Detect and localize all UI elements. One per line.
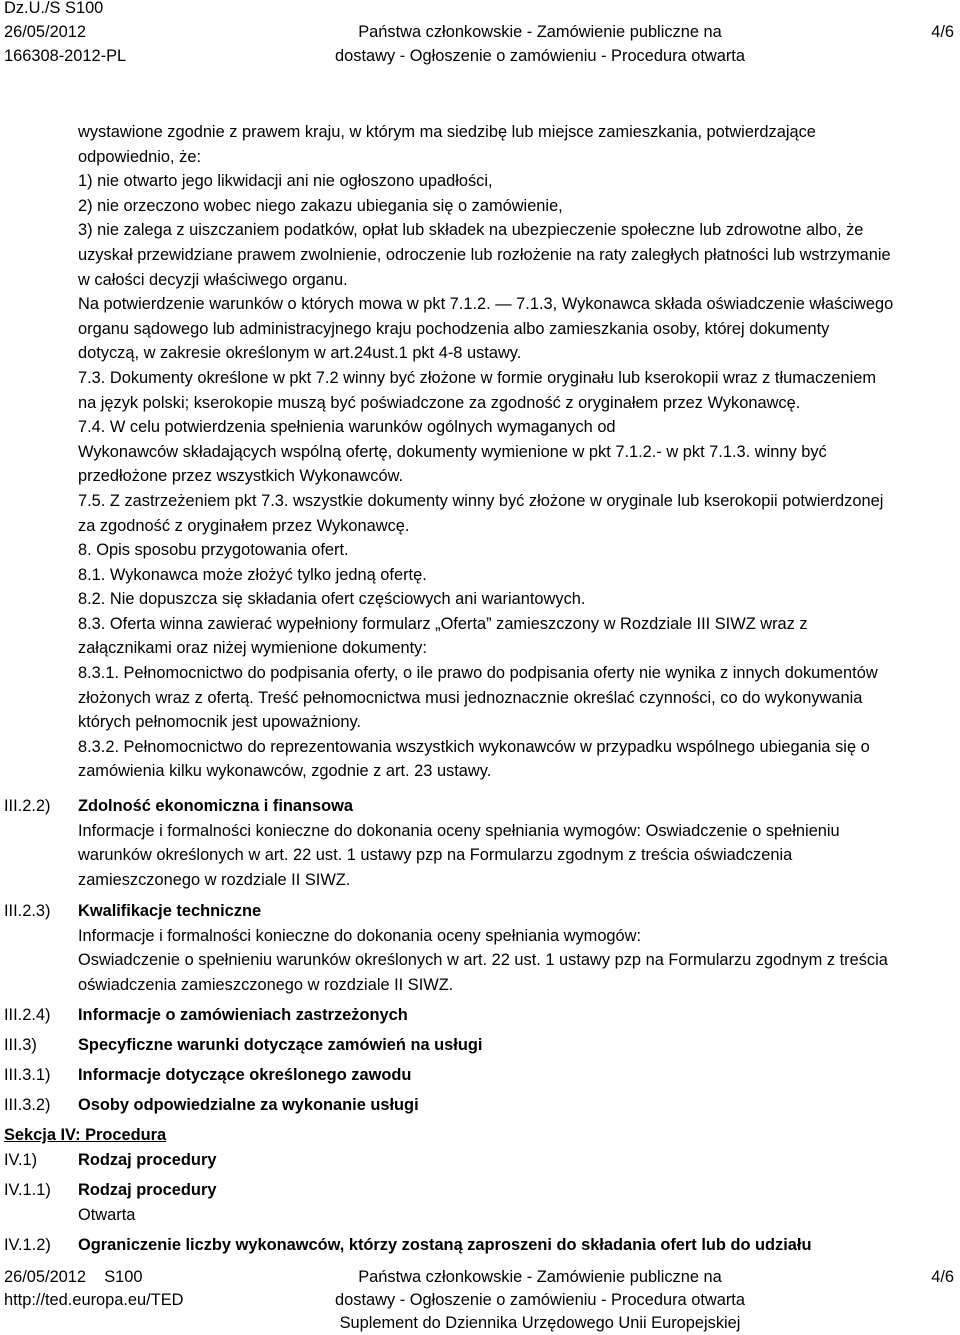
section-heading: Specyficzne warunki dotyczące zamówień na usługi: [78, 1036, 483, 1054]
footer-title-line3: Suplement do Dziennika Urzędowego Unii Europejskiej: [339, 1314, 741, 1332]
section-technical-capacity: [78, 899, 956, 997]
section-heading: Osoby odpowiedzialne za wykonanie usługi: [78, 1096, 419, 1114]
section-heading: Kwalifikacje techniczne: [78, 902, 262, 920]
section-value: Otwarta: [78, 1205, 136, 1224]
body-line: 8.3. Oferta winna zawierać wypełniony formularz „Oferta” zamieszczony w Rozdziale III SIWZ wraz z: [78, 614, 808, 633]
header-title-line2: dostawy - Ogłoszenie o zamówieniu - Procedura otwarta: [335, 47, 745, 65]
section-label: IV.1): [4, 1151, 38, 1169]
footer-url-link[interactable]: http://ted.europa.eu/TED: [4, 1291, 184, 1309]
footer-date: 26/05/2012 S100: [4, 1268, 143, 1286]
header-doc-id: 166308-2012-PL: [4, 47, 127, 65]
header-page-number: 4/6: [931, 23, 954, 41]
body-line: złożonych wraz z ofertą. Treść pełnomocnictwa musi jednoznacznie określać czynności, co do wykonywania: [78, 688, 863, 707]
body-line: 7.3. Dokumenty określone w pkt 7.2 winny być złożone w formie oryginału lub kserokopii wraz z tłumaczeniem: [78, 368, 877, 387]
body-line: 7.5. Z zastrzeżeniem pkt 7.3. wszystkie dokumenty winny być złożone w oryginale lub kserokopii potwierdzonej: [78, 491, 884, 510]
footer-title-line1: Państwa członkowskie - Zamówienie publiczne na: [358, 1268, 722, 1286]
body-line: których pełnomocnik jest upoważniony.: [78, 713, 362, 732]
section-label: III.3.2): [4, 1096, 51, 1114]
body-line: za zgodność z oryginałem przez Wykonawcę.: [78, 516, 410, 535]
body-line: wystawione zgodnie z prawem kraju, w którym ma siedzibę lub miejsce zamieszkania, potwierdzające: [78, 123, 816, 141]
body-line: odpowiednio, że:: [78, 147, 202, 166]
section-procedure-type: [78, 1178, 956, 1227]
section-line: zamieszczonego w rozdziale II SIWZ.: [78, 870, 351, 889]
body-line: 1) nie otwarto jego likwidacji ani nie ogłoszono upadłości,: [78, 172, 493, 191]
body-line: dotyczą, w zakresie określonym w art.24ust.1 pkt 4-8 ustawy.: [78, 344, 522, 363]
section-heading: Ograniczenie liczby wykonawców, którzy zostaną zaproszeni do składania ofert lub do udziału: [78, 1236, 812, 1254]
section-line: oświadczenia zamieszczonego w rozdziale II SIWZ.: [78, 975, 454, 994]
body-line: 8.2. Nie dopuszcza się składania ofert częściowych ani wariantowych.: [78, 590, 586, 609]
section-line: Informacje i formalności konieczne do dokonania oceny spełniania wymogów: Oswiadczenie o spełnieniu: [78, 821, 840, 840]
section-line: Oswiadczenie o spełnieniu warunków określonych w art. 22 ust. 1 ustawy pzp na Formularzu zgodnym z treścia: [78, 951, 888, 970]
section-heading: Rodzaj procedury: [78, 1151, 217, 1169]
section-label: IV.1.2): [4, 1236, 51, 1254]
section-heading: Rodzaj procedury: [78, 1181, 217, 1199]
section-label: III.3): [4, 1036, 37, 1054]
section-label: III.2.4): [4, 1006, 51, 1024]
body-line: 7.4. W celu potwierdzenia spełnienia warunków ogólnych wymaganych od: [78, 418, 616, 437]
body-line: 8.3.1. Pełnomocnictwo do podpisania oferty, o ile prawo do podpisania oferty nie wynika z innych dokumentów: [78, 664, 878, 683]
body-text: [78, 120, 956, 784]
body-line: przedłożone przez wszystkich Wykonawców.: [78, 467, 404, 486]
body-line: załącznikami oraz niżej wymienione dokumenty:: [78, 639, 427, 658]
section-heading: Zdolność ekonomiczna i finansowa: [78, 797, 354, 815]
footer-page-number: 4/6: [931, 1268, 954, 1286]
header-title-line1: Państwa członkowskie - Zamówienie publiczne na: [358, 23, 722, 41]
body-line: zamówienia kilku wykonawców, zgodnie z art. 23 ustawy.: [78, 762, 492, 781]
body-line: Wykonawców składających wspólną ofertę, dokumenty wymienione w pkt 7.1.2.- w pkt 7.1.3. winny być: [78, 442, 827, 461]
section-label: III.3.1): [4, 1066, 51, 1084]
body-line: 8.1. Wykonawca może złożyć tylko jedną ofertę.: [78, 565, 427, 584]
section-economic-capacity: [78, 794, 956, 892]
header-source: Dz.U./S S100: [4, 0, 104, 17]
section-label: III.2.3): [4, 902, 51, 920]
body-line: uzyskał przewidziane prawem zwolnienie, odroczenie lub rozłożenie na raty zaległych płatności lub wstrzymanie: [78, 245, 891, 264]
footer-title-line2: dostawy - Ogłoszenie o zamówieniu - Procedura otwarta: [335, 1291, 745, 1309]
section-heading: Informacje o zamówieniach zastrzeżonych: [78, 1006, 408, 1024]
body-line: organu sądowego lub administracyjnego kraju pochodzenia albo zamieszkania osoby, której dokumenty: [78, 319, 830, 338]
header-date: 26/05/2012: [4, 23, 87, 41]
section-iv-title: Sekcja IV: Procedura: [4, 1126, 167, 1144]
section-line: warunków określonych w art. 22 ust. 1 ustawy pzp na Formularzu zgodnym z treścia oświadczenia: [78, 846, 793, 865]
body-line: 3) nie zalega z uiszczaniem podatków, opłat lub składek na ubezpieczenie społeczne lub zdrowotne albo, że: [78, 221, 864, 240]
section-label: IV.1.1): [4, 1181, 51, 1199]
section-line: Informacje i formalności konieczne do dokonania oceny spełniania wymogów:: [78, 926, 642, 945]
section-label: III.2.2): [4, 797, 51, 815]
section-heading: Informacje dotyczące określonego zawodu: [78, 1066, 412, 1084]
body-line: 8.3.2. Pełnomocnictwo do reprezentowania wszystkich wykonawców w przypadku wspólnego ubiegania się o: [78, 737, 870, 756]
body-line: na język polski; kserokopie muszą być poświadczone za zgodność z oryginałem przez Wykonawcę.: [78, 393, 801, 412]
body-line: Na potwierdzenie warunków o których mowa w pkt 7.1.2. — 7.1.3, Wykonawca składa oświadczenie właściwego: [78, 295, 894, 314]
body-line: 2) nie orzeczono wobec niego zakazu ubiegania się o zamówienie,: [78, 196, 563, 215]
body-line: 8. Opis sposobu przygotowania ofert.: [78, 541, 349, 560]
body-line: w całości decyzji właściwego organu.: [78, 270, 348, 289]
